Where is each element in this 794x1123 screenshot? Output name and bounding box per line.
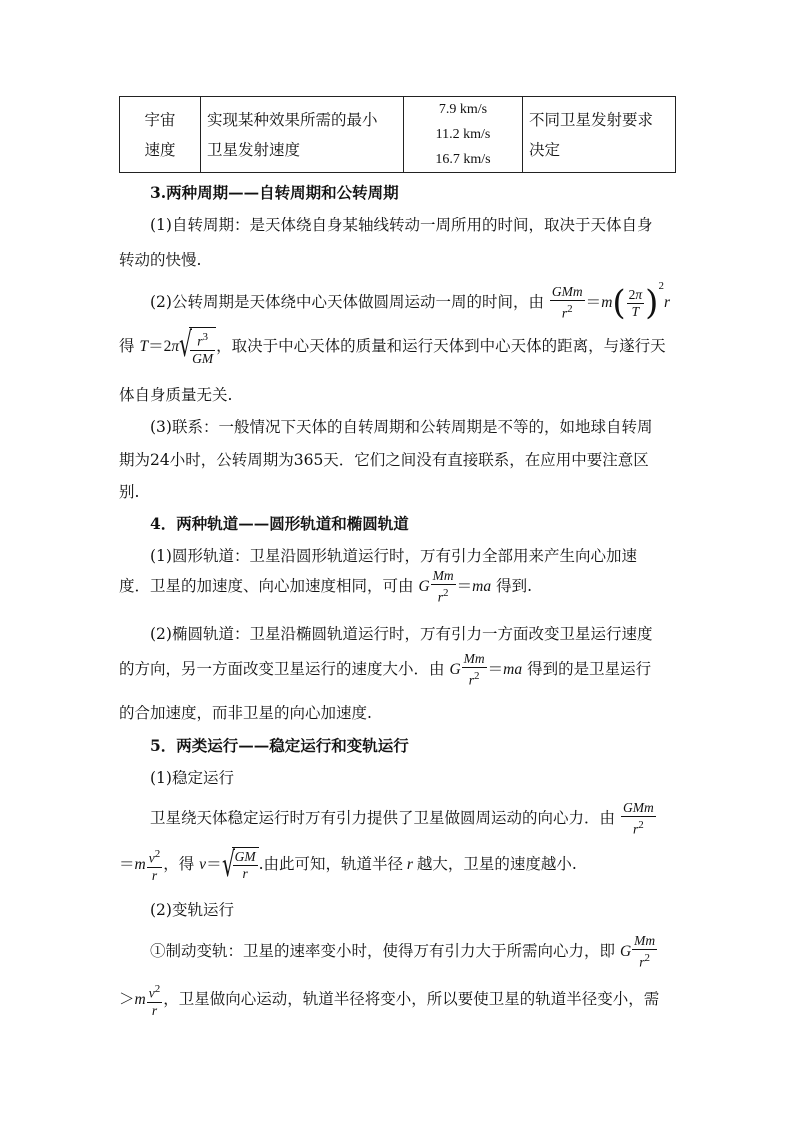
table-cell-label: 宇宙 速度 [120,97,201,173]
speed-second: 11.2 km/s [435,127,491,142]
s4-p1-line2: 度．卫星的加速度、向心加速度相同，可由 G $\frac{Mm}{r^2}$ ＝ma 得到. [119,568,532,605]
s3-p3-line1: (3)联系：一般情况下天体的自转周期和公转周期是不等的，如地球自转周 [150,418,653,436]
s4-p2-line1: (2)椭圆轨道：卫星沿椭圆轨道运行时，万有引力一方面改变卫星运行速度 [150,625,653,643]
table-row [120,97,676,173]
s5-sub2-line2: ＞m $\frac{v^2}{r}$ ，卫星做向心运动，轨道半径将变小，所以要使卫星的轨道半径变小，需 [119,983,660,1018]
s3-p3-line2: 期为24小时，公转周期为365天．它们之间没有直接联系，在应用中要注意区 [119,451,649,469]
s3-p1-line1: (1)自转周期：是天体绕自身某轴线转动一周所用的时间，取决于天体自身 [150,216,653,234]
s4-p2-line3: 的合加速度，而非卫星的向心加速度. [119,704,372,722]
s3-p2-line2: 得 T＝2π √ $\frac{r^3}{GM}$ ，取决于中心天体的质量和运行天体到中心天体的距离，与遂行天 [119,325,666,366]
s5-sub2-title: (2)变轨运行 [150,901,234,919]
formula-period-sqrt: √ $\frac{r^3}{GM}$ [179,327,216,367]
s5-sub1-line1: 卫星绕天体稳定运行时万有引力提供了卫星做圆周运动的向心力．由 $\frac{\text{GMm}}{r^2}$ [150,800,654,837]
s3-p2-line1: (2)公转周期是天体绕中心天体做圆周运动一周的时间，由 $\frac{\text{GMm}}{r^2}$ ＝m( $\frac{2\pi}{T}$ )$^2$r [150,280,670,323]
s3-p3-line3: 别. [119,483,140,501]
s3-p1-line2: 转动的快慢. [119,251,202,269]
cosmic-speed-table [119,96,676,173]
speed-third: 16.7 km/s [435,152,491,167]
s4-p2-line2: 的方向，另一方面改变卫星运行的速度大小．由 G $\frac{Mm}{r^2}$ ＝ma 得到的是卫星运行 [119,651,652,688]
s4-p1-line1: (1)圆形轨道：卫星沿圆形轨道运行时，万有引力全部用来产生向心加速 [150,547,637,565]
table-cell-values [404,97,523,173]
section-4-heading: 4．两种轨道——圆形轨道和椭圆轨道 [150,514,409,533]
s5-sub2-line1: ①制动变轨：卫星的速率变小时，使得万有引力大于所需向心力，即 G $\frac{Mm}{r^2}$ [150,933,656,970]
s3-p2-line3: 体自身质量无关. [119,386,233,404]
table-cell-note: 不同卫星发射要求 决定 [523,97,676,173]
section-5-heading: 5．两类运行——稳定运行和变轨运行 [150,736,409,755]
table-cell-meaning: 实现某种效果所需的最小 卫星发射速度 [201,97,404,173]
s5-sub1-title: (1)稳定运行 [150,769,234,787]
section-3-heading: 3.两种周期——自转周期和公转周期 [150,183,399,202]
speed-first: 7.9 km/s [438,102,488,117]
s5-sub1-line2: ＝m $\frac{v^2}{r}$ ，得 v＝ √ $\frac{GM}{r}$ .由此可知，轨道半径 r 越大，卫星的速度越小. [119,845,577,886]
formula-gmm-r2: $\frac{\text{GMm}}{r^2}$ [551,284,583,321]
